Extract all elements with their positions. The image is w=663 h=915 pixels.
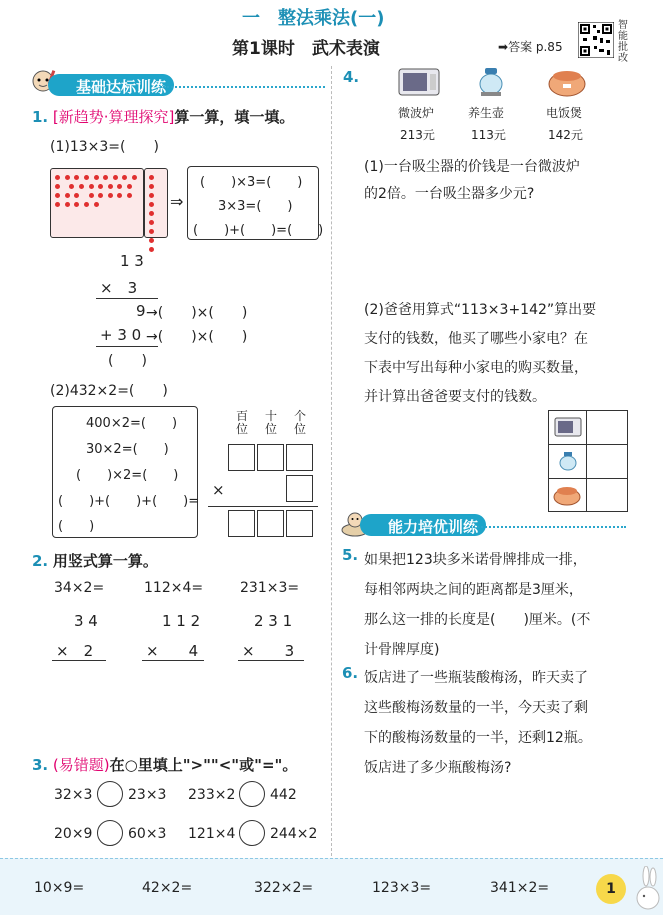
footer-band <box>0 858 663 915</box>
dot-array-tens <box>50 168 144 238</box>
table-divider <box>586 410 587 512</box>
table-divider <box>548 444 628 445</box>
q1-header: 1. [新趋势·算理探究]算一算，填一填。 <box>32 108 295 126</box>
q2-expr-2: 112×4= <box>144 580 204 596</box>
q6-text: 饭店进了一些瓶装酸梅汤，昨天卖了 这些酸梅汤数量的一半，今天卖了剩 下的酸梅汤数量的一半，还剩12瓶。 饭店进了多少瓶酸梅汤? <box>364 670 592 776</box>
q2-bot-1: × 2 <box>56 642 94 660</box>
microwave-icon <box>397 66 441 100</box>
place-tens: 十 位 <box>264 409 277 436</box>
q2-bot-3: × 3 <box>242 642 295 660</box>
answer-box[interactable] <box>257 444 284 471</box>
q5-num: 5. <box>342 546 359 564</box>
bunny-icon <box>630 866 660 910</box>
q1-box2-line5: ( ) <box>58 519 95 534</box>
compare-circle[interactable] <box>239 781 265 807</box>
dotted-divider <box>160 86 325 88</box>
appliance-name-3: 电饭煲 <box>546 106 583 120</box>
q3-right-4: 244×2 <box>270 826 318 842</box>
qr-code[interactable] <box>578 22 614 58</box>
q2-expr-3: 231×3= <box>240 580 300 596</box>
rice-cooker-icon <box>545 64 589 98</box>
quantity-cell[interactable] <box>590 414 624 440</box>
q4-num: 4. <box>343 68 360 86</box>
vert-row2: × 3 <box>100 279 138 297</box>
page-number: 1 <box>596 874 626 904</box>
q3-right-3: 60×3 <box>128 826 167 842</box>
appliance-name-2: 养生壶 <box>468 106 505 120</box>
vert-arrow1: →( )×( ) <box>146 305 248 321</box>
q1-box1-line1: ( )×3=( ) <box>200 175 303 190</box>
vert-row3: 9 <box>136 302 146 320</box>
lesson-title: 第1课时 武术表演 <box>232 39 380 59</box>
q3-left-1: 32×3 <box>54 787 93 803</box>
footer-item-3: 322×2= <box>254 880 314 896</box>
answer-box[interactable] <box>286 475 313 502</box>
footer-item-5: 341×2= <box>490 880 550 896</box>
q3-right-1: 23×3 <box>128 787 167 803</box>
quantity-cell[interactable] <box>590 448 624 474</box>
vert-result: ( ) <box>108 353 147 369</box>
q4-part2: (2)爸爸用算式“113×3+142”算出要 支付的钱数，他买了哪些小家电？在 下表中写出每种小家电的购买数量， 并计算出爸爸要支付的钱数。 <box>364 302 597 405</box>
answer-box[interactable] <box>286 510 313 537</box>
arrow-icon: ⇒ <box>170 192 184 211</box>
appliance-price-2: 113元 <box>471 128 506 142</box>
table-divider <box>548 478 628 479</box>
q3-left-3: 20×9 <box>54 826 93 842</box>
q2-top-3: 2 3 1 <box>254 612 293 630</box>
appliance-price-3: 142元 <box>548 128 583 142</box>
footer-item-2: 42×2= <box>142 880 193 896</box>
q2-header: 2. 用竖式算一算。 <box>32 552 158 570</box>
answer-box[interactable] <box>228 510 255 537</box>
vert-row4: + 3 0 <box>100 326 142 344</box>
q3-left-4: 121×4 <box>188 826 236 842</box>
compare-circle[interactable] <box>97 820 123 846</box>
answer-box[interactable] <box>228 444 255 471</box>
unit-title: 一 整法乘法(一) <box>242 8 385 29</box>
q3-right-2: 442 <box>270 787 297 803</box>
q3-header: 3. (易错题)在○里填上">""<"或"="。 <box>32 756 298 774</box>
column-divider <box>331 66 332 856</box>
section-advanced-banner: 能力培优训练 <box>360 514 486 536</box>
q2-expr-1: 34×2= <box>54 580 105 596</box>
compare-circle[interactable] <box>239 820 265 846</box>
section-basic-banner: 基础达标训练 <box>48 74 174 96</box>
q5-text: 如果把123块多米诺骨牌排成一排， 每相邻两块之间的距离都是3厘米， 那么这一排的长度是( )厘米。(不 计骨牌厚度) <box>364 552 591 658</box>
q1-box1-line3: ( )+( )=( ) <box>193 223 324 238</box>
vert-line <box>208 506 318 507</box>
compare-circle[interactable] <box>97 781 123 807</box>
kettle-icon <box>469 64 513 98</box>
q4-part1: (1)一台吸尘器的价钱是一台微波炉 的2倍。一台吸尘器多少元? <box>364 159 580 202</box>
footer-item-1: 10×9= <box>34 880 85 896</box>
rice-cooker-icon <box>552 483 582 507</box>
dotted-divider <box>470 526 626 528</box>
vert-line <box>142 660 204 661</box>
answer-box[interactable] <box>286 444 313 471</box>
vert-line <box>238 660 304 661</box>
microwave-icon <box>554 416 582 438</box>
answer-ref: ➡答案 p.85 <box>498 40 563 54</box>
dot-array-ones <box>144 168 168 238</box>
q1-box2-line4: ( )+( )+( )= <box>58 494 200 509</box>
q2-bot-2: × 4 <box>146 642 199 660</box>
vert-line <box>96 298 158 299</box>
vert-arrow2: →( )×( ) <box>146 329 248 345</box>
q1-box2-line1: 400×2=( ) <box>86 416 178 431</box>
q6-num: 6. <box>342 664 359 682</box>
vert-line <box>52 660 106 661</box>
appliance-price-1: 213元 <box>400 128 435 142</box>
q3-left-2: 233×2 <box>188 787 236 803</box>
q1-part2: (2)432×2=( ) <box>50 383 168 399</box>
qr-label: 智能批改 <box>618 20 628 64</box>
quantity-cell[interactable] <box>590 482 624 508</box>
q1-box1-line2: 3×3=( ) <box>218 199 293 214</box>
place-hundreds: 百 位 <box>235 409 248 436</box>
vert-row1: 1 3 <box>120 252 144 270</box>
q1-box2-line2: 30×2=( ) <box>86 442 169 457</box>
appliance-name-1: 微波炉 <box>398 106 435 120</box>
kettle-icon <box>554 449 582 473</box>
q1-box2-line3: ( )×2=( ) <box>76 468 179 483</box>
answer-box[interactable] <box>257 510 284 537</box>
footer-item-4: 123×3= <box>372 880 432 896</box>
vert-line <box>96 346 158 347</box>
place-ones: 个 位 <box>293 409 306 436</box>
times-sign: × <box>212 481 225 499</box>
q2-top-2: 1 1 2 <box>162 612 201 630</box>
q2-top-1: 3 4 <box>74 612 98 630</box>
q1-part1: (1)13×3=( ) <box>50 139 159 155</box>
arrow-icon: ➡ <box>498 40 509 54</box>
